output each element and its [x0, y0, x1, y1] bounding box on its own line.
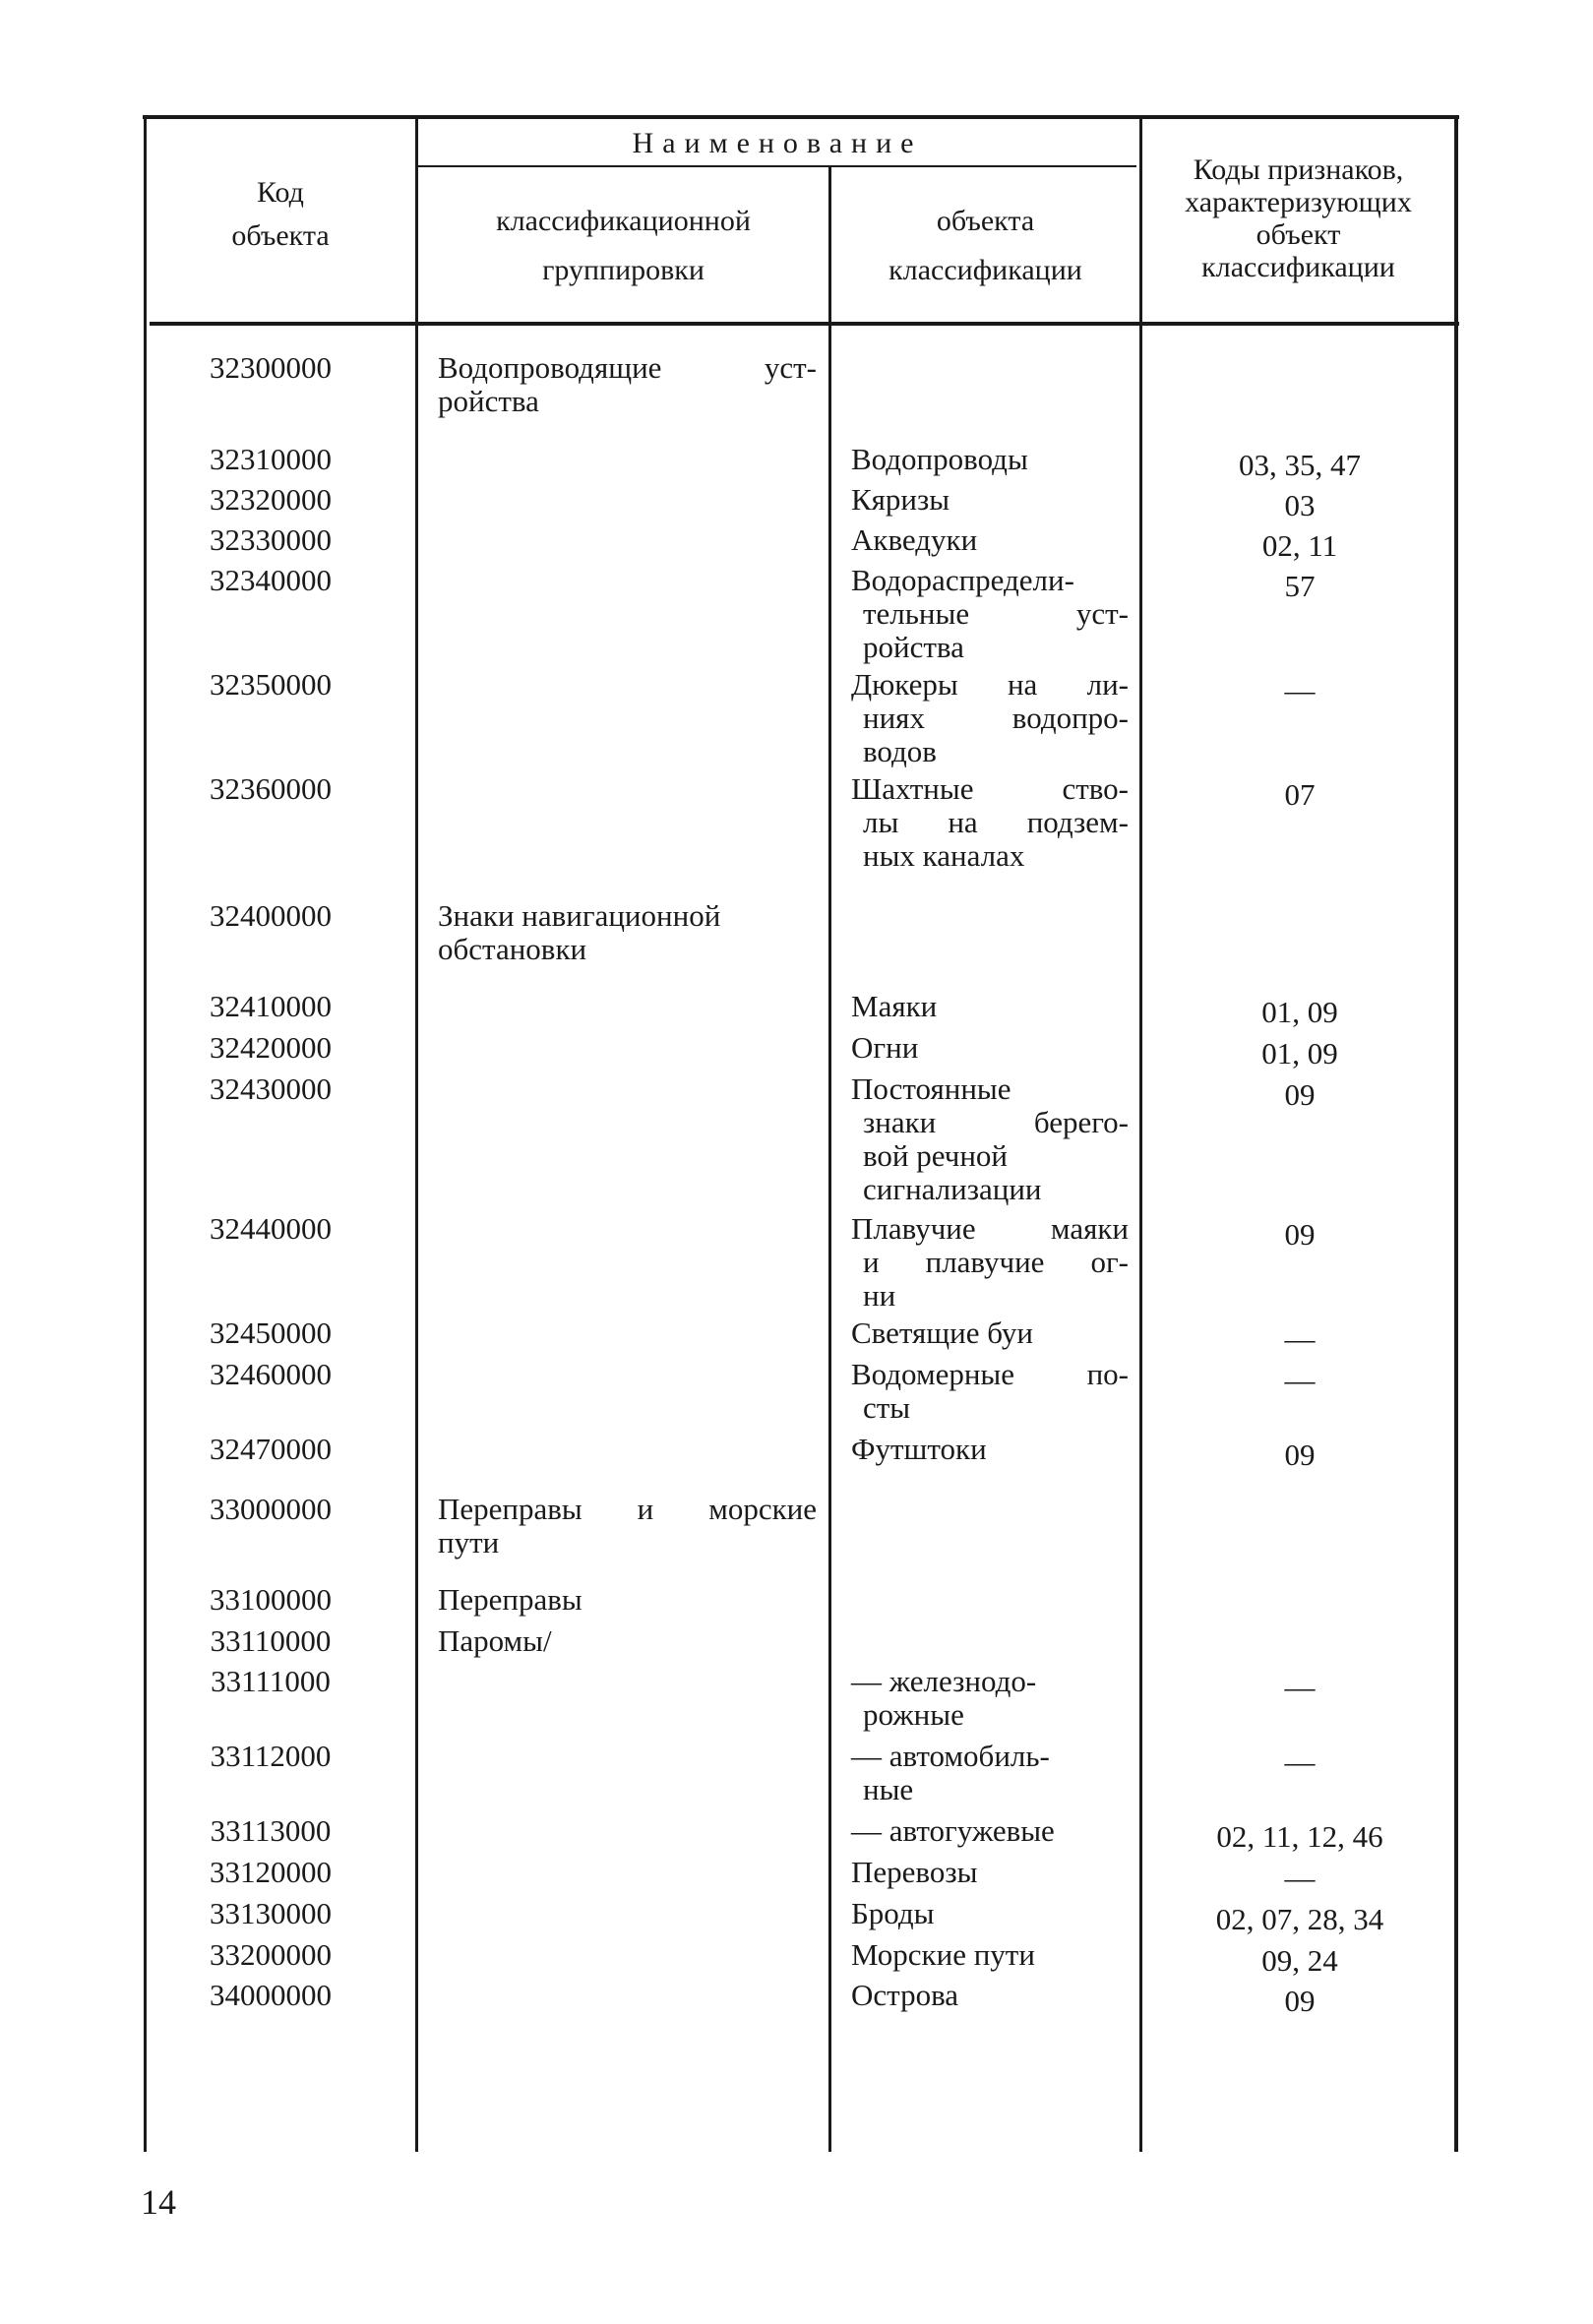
table-top-rule: [143, 115, 1459, 119]
object-name-line: — автогужевые: [851, 1813, 1055, 1848]
object-name-line: Плавучие маяки: [851, 1211, 1129, 1246]
sign-codes: 07: [1284, 777, 1316, 812]
object-header-line: объекта: [936, 205, 1035, 237]
object-name-line: тельные уст-: [863, 596, 1129, 631]
object-name-line: Водомерные по-: [851, 1357, 1129, 1391]
object-code: 33200000: [210, 1937, 332, 1972]
group-name-line: Переправы и морские: [438, 1492, 817, 1526]
object-name-line: Острова: [851, 1978, 959, 2012]
right-border-rule: [1454, 115, 1458, 2152]
object-name-line: Постоянные: [851, 1071, 1011, 1106]
code-header-line: объекта: [231, 219, 330, 252]
signs-header-line: характеризующих: [1185, 186, 1412, 218]
object-code: 32340000: [210, 563, 332, 597]
object-name-line: рожные: [863, 1697, 964, 1732]
object-name-line: ройства: [863, 630, 964, 664]
object-code: 33112000: [210, 1739, 332, 1773]
object-code: 33111000: [211, 1664, 331, 1698]
object-name-line: и плавучие ог-: [863, 1245, 1129, 1279]
object-name-line: Кяризы: [851, 482, 950, 517]
signs-header-line: объект: [1256, 218, 1341, 251]
sign-codes: 02, 11: [1261, 528, 1338, 563]
object-code: 32470000: [210, 1432, 332, 1466]
object-name-line: Огни: [851, 1030, 919, 1065]
group-name-line: Паромы/: [438, 1623, 552, 1658]
object-name-line: Водопроводы: [851, 442, 1028, 476]
page-number: 14: [141, 2182, 176, 2222]
object-name-line: Шахтные ство-: [851, 771, 1129, 806]
object-name-line: лы на подзем-: [863, 805, 1129, 839]
object-code: 32360000: [210, 771, 332, 806]
sign-codes: —: [1284, 1363, 1316, 1397]
object-code: 33000000: [210, 1492, 332, 1526]
object-name-line: Водораспредели-: [851, 563, 1074, 597]
object-name-line: Дюкеры на ли-: [851, 667, 1129, 702]
object-code: 32300000: [210, 350, 332, 385]
object-name-line: Футштоки: [851, 1432, 987, 1466]
object-code: 32320000: [210, 482, 332, 517]
code-header-line: Код: [257, 176, 304, 209]
object-name-line: ных каналах: [863, 838, 1025, 873]
sign-codes: 09: [1284, 1217, 1316, 1252]
name-underline-rule: [418, 165, 1136, 167]
object-column-divider: [1139, 115, 1142, 2152]
sign-codes: 01, 09: [1261, 1036, 1338, 1070]
object-code: 33113000: [210, 1813, 332, 1848]
object-name-line: сты: [863, 1390, 911, 1425]
group-header-line: группировки: [542, 254, 705, 286]
object-name-line: ниях водопро-: [863, 701, 1129, 735]
object-code: 32450000: [210, 1315, 332, 1350]
code-column-divider: [415, 115, 418, 2152]
group-name-line: обстановки: [438, 932, 587, 966]
group-name-line: Знаки навигационной: [438, 898, 721, 933]
group-column-header: [418, 197, 828, 295]
object-code: 32310000: [210, 442, 332, 476]
object-name-line: вой речной: [863, 1138, 1009, 1173]
sign-codes: —: [1284, 673, 1316, 707]
header-bottom-rule: [150, 322, 1459, 326]
object-code: 32420000: [210, 1030, 332, 1065]
object-name-line: Броды: [851, 1896, 935, 1930]
object-code: 32350000: [210, 667, 332, 702]
sign-codes: 57: [1284, 569, 1316, 603]
object-code: 32430000: [210, 1071, 332, 1106]
signs-header-line: классификации: [1201, 251, 1395, 283]
sign-codes: —: [1284, 1321, 1316, 1356]
sign-codes: —: [1284, 1861, 1316, 1895]
object-code: 32460000: [210, 1357, 332, 1391]
code-column-header: [148, 171, 413, 258]
sign-codes: 09: [1284, 1437, 1316, 1472]
sign-codes: 02, 07, 28, 34: [1215, 1902, 1384, 1936]
group-name-line: пути: [438, 1525, 500, 1560]
sign-codes: 09, 24: [1261, 1943, 1338, 1978]
object-name-line: ни: [863, 1278, 896, 1313]
object-code: 33110000: [210, 1623, 332, 1658]
object-code: 32400000: [210, 898, 332, 933]
object-code: 33130000: [210, 1896, 332, 1930]
sign-codes: 01, 09: [1261, 995, 1338, 1029]
object-name-line: — железнодо-: [851, 1664, 1037, 1698]
sign-codes: 02, 11, 12, 46: [1216, 1819, 1383, 1854]
object-name-line: Светящие буи: [851, 1315, 1033, 1350]
sign-codes: 03: [1284, 488, 1316, 522]
sign-codes: 09: [1284, 1984, 1316, 2018]
group-name-line: ройства: [438, 384, 539, 418]
object-name-line: Акведуки: [851, 522, 978, 557]
object-name-line: водов: [863, 734, 937, 768]
group-column-divider: [828, 167, 831, 2152]
sign-codes: 03, 35, 47: [1239, 448, 1361, 482]
group-header-line: классификационной: [496, 205, 751, 237]
object-name-line: ные: [863, 1772, 914, 1806]
group-name-line: Переправы: [438, 1582, 582, 1617]
object-name-line: Морские пути: [851, 1937, 1035, 1972]
object-name-line: сигнализации: [863, 1172, 1042, 1206]
sign-codes: —: [1284, 1744, 1316, 1779]
object-code: 33120000: [210, 1855, 332, 1889]
signs-column-header: [1142, 153, 1454, 283]
object-code: 32410000: [210, 989, 332, 1023]
object-name-line: Перевозы: [851, 1855, 978, 1889]
sign-codes: —: [1284, 1670, 1316, 1704]
object-name-line: знаки берего-: [863, 1105, 1129, 1139]
left-border-rule: [144, 115, 147, 2152]
sign-codes: 09: [1284, 1077, 1316, 1112]
name-column-header: Наименование: [632, 127, 923, 159]
object-code: 32330000: [210, 522, 332, 557]
object-name-line: Маяки: [851, 989, 938, 1023]
object-code: 32440000: [210, 1211, 332, 1246]
object-name-line: — автомобиль-: [851, 1739, 1050, 1773]
object-header-line: классификации: [888, 254, 1082, 286]
object-code: 33100000: [210, 1582, 332, 1617]
group-name-line: Водопроводящие уст-: [438, 350, 817, 385]
object-code: 34000000: [210, 1978, 332, 2012]
signs-header-line: Коды признаков,: [1193, 153, 1404, 186]
object-column-header: [831, 197, 1139, 295]
